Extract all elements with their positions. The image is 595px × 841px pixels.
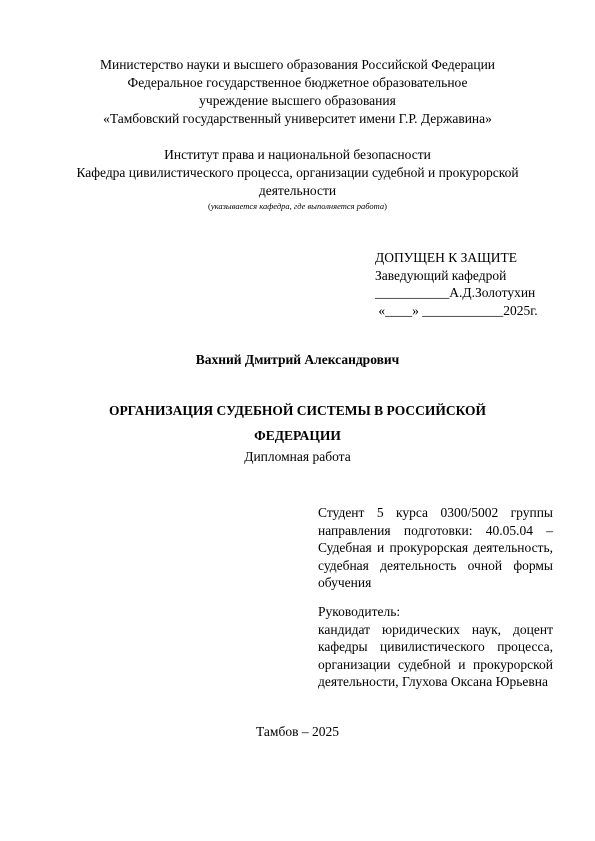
approval-signature: ___________А.Д.Золотухин: [375, 285, 536, 300]
student-info: Студент 5 курса 0300/5002 группы направления подготовки: 40.05.04 – Судебная и прокурорская деятельность, судебная деятельность очной формы обучения: [318, 505, 553, 590]
institute-name: Институт права и национальной безопасности: [164, 147, 431, 162]
department-name: Кафедра цивилистического процесса, организации судебной и прокурорской деятельности: [76, 165, 519, 198]
approval-title: ДОПУЩЕН К ЗАЩИТЕ: [375, 250, 518, 265]
institute-block: [40, 146, 555, 212]
supervisor-block: [318, 603, 553, 691]
institution-level-line: учреждение высшего образования: [199, 93, 396, 108]
note-open-paren: (: [207, 201, 211, 211]
note-close-paren: ): [384, 201, 388, 211]
city-year: Тамбов – 2025: [256, 724, 339, 739]
approval-role: Заведующий кафедрой: [375, 267, 507, 283]
supervisor-details: кандидат юридических наук, доцент кафедры цивилистического процесса, организации судебной и прокурорской деятельности, Глухова Оксана Юрьевна: [318, 621, 553, 689]
author-name: Вахний Дмитрий Александрович: [195, 352, 400, 367]
ministry-header: [0, 56, 595, 128]
ministry-line: Министерство науки и высшего образования Российской Федерации: [99, 57, 496, 72]
department-note: [40, 200, 555, 212]
university-name: «Тамбовский государственный университет имени Г.Р. Державина»: [103, 111, 492, 126]
work-type: Дипломная работа: [244, 449, 351, 464]
institution-type-line: Федеральное государственное бюджетное образовательное: [127, 75, 468, 90]
thesis-title: ОРГАНИЗАЦИЯ СУДЕБНОЙ СИСТЕМЫ В РОССИЙСКОЙ ФЕДЕРАЦИИ: [108, 403, 487, 443]
note-text: указывается кафедра, где выполняется работа: [210, 201, 385, 211]
approval-date: «____» ____________2025г.: [375, 302, 538, 318]
approval-block: [375, 249, 585, 319]
supervisor-label: Руководитель:: [318, 604, 401, 619]
